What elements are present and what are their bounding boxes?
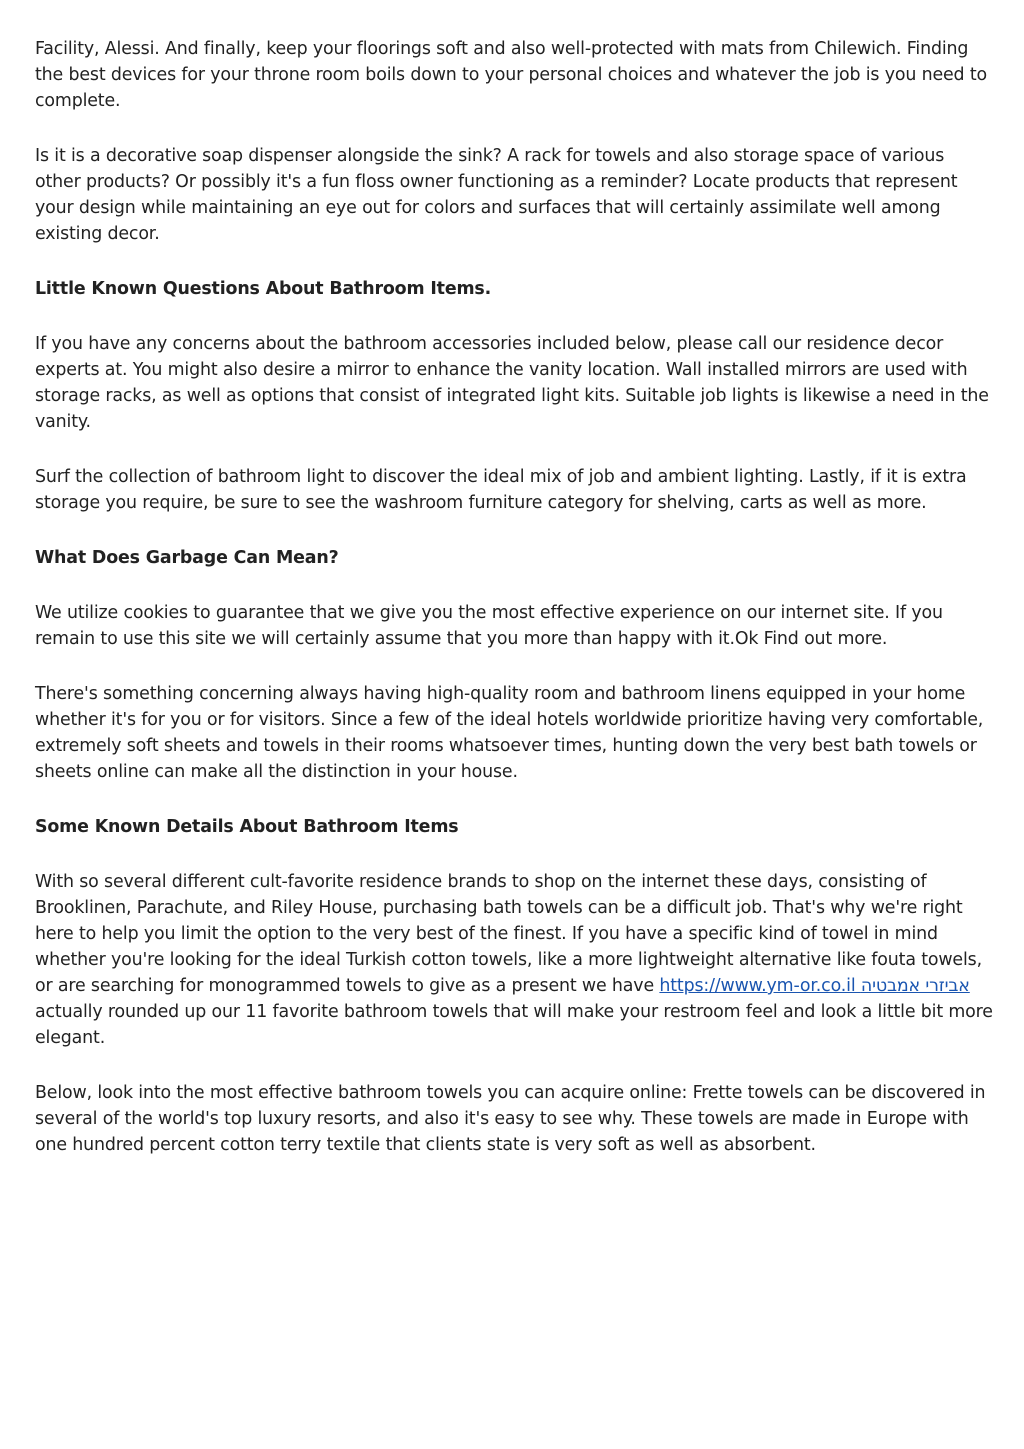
- paragraph-7-text-before: With so several different cult-favorite residence brands to shop on the internet these days, consisting of Brooklinen, Parachute, and Riley House, purchasing bath towels can be a difficult job. That's why we're right here to help you limit the option to the very best of the finest. If you have a specific kind of towel in mind whether you're looking for the ideal Turkish cotton towels, like a more lightweight alternative like fouta towels, or are searching for monogrammed towels to give as a present we have: [35, 872, 982, 996]
- heading-little-known-questions: Little Known Questions About Bathroom Items.: [35, 279, 492, 299]
- paragraph-8: Below, look into the most effective bathroom towels you can acquire online: Frette towels can be discovered in several of the world's top luxury resorts, and also it's easy to see why. These towels are made in Europe with one hundred percent cotton terry textile that clients state is very soft as well as absorbent.: [35, 1083, 986, 1155]
- paragraph-7: [35, 869, 995, 1051]
- paragraph-6: There's something concerning always having high-quality room and bathroom linens equipped in your home whether it's for you or for visitors. Since a few of the ideal hotels worldwide prioritize having very comfortable, extremely soft sheets and towels in their rooms whatsoever times, hunting down the very best bath towels or sheets online can make all the distinction in your house.: [35, 684, 984, 782]
- paragraph-3: If you have any concerns about the bathroom accessories included below, please call our residence decor experts at. You might also desire a mirror to enhance the vanity location. Wall installed mirrors are used with storage racks, as well as options that consist of integrated light kits. Suitable job lights is likewise a need in the vanity.: [35, 334, 989, 432]
- document-body: [35, 36, 995, 1187]
- paragraph-1: Facility, Alessi. And finally, keep your floorings soft and also well-protected with mats from Chilewich. Finding the best devices for your throne room boils down to your personal choices and whatever the job is you need to complete.: [35, 39, 987, 111]
- ym-or-link[interactable]: https://www.ym-or.co.il אביזרי אמבטיה: [659, 976, 970, 996]
- paragraph-4: Surf the collection of bathroom light to discover the ideal mix of job and ambient lighting. Lastly, if it is extra storage you require, be sure to see the washroom furniture category for shelving, carts as well as more.: [35, 467, 967, 513]
- heading-garbage-can: What Does Garbage Can Mean?: [35, 548, 339, 568]
- heading-some-known-details: Some Known Details About Bathroom Items: [35, 817, 459, 837]
- paragraph-2: Is it is a decorative soap dispenser alongside the sink? A rack for towels and also storage space of various other products? Or possibly it's a fun floss owner functioning as a reminder? Locate products that represent your design while maintaining an eye out for colors and surfaces that will certainly assimilate well among existing decor.: [35, 146, 958, 244]
- paragraph-7-text-after: actually rounded up our 11 favorite bathroom towels that will make your restroom feel and look a little bit more elegant.: [35, 1002, 993, 1048]
- paragraph-5: We utilize cookies to guarantee that we give you the most effective experience on our internet site. If you remain to use this site we will certainly assume that you more than happy with it.Ok Find out more.: [35, 603, 943, 649]
